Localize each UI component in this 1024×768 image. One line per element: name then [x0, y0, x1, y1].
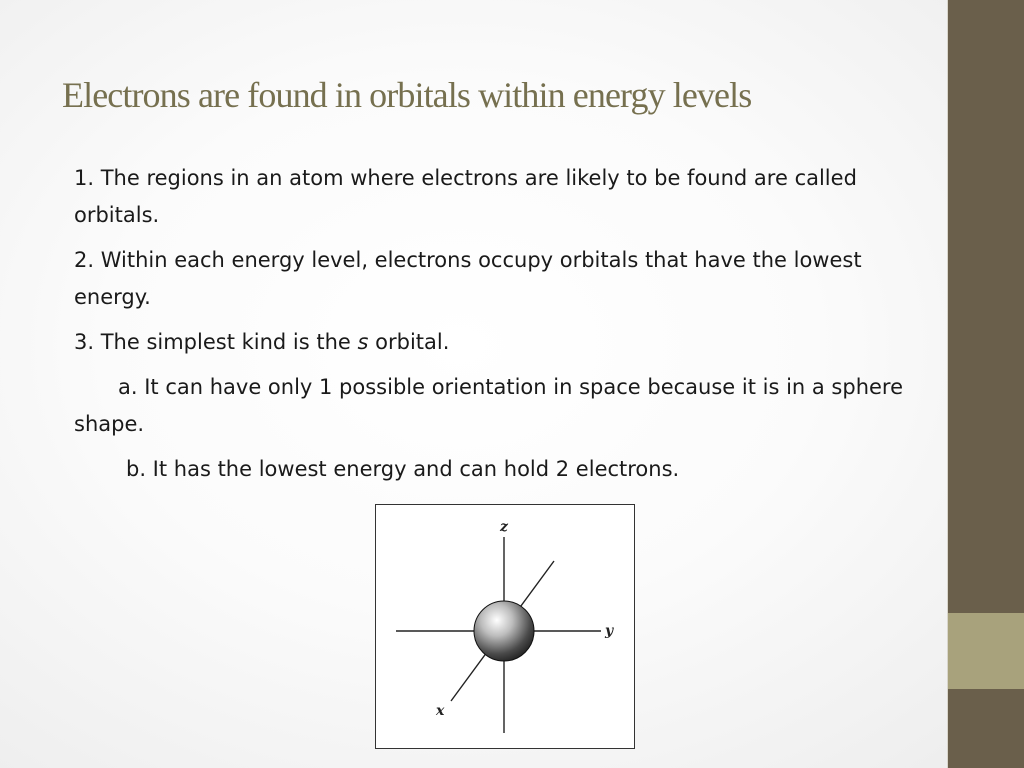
- point-3: [74, 324, 904, 361]
- point-3-italic: s: [357, 330, 369, 354]
- sidebar-divider: [947, 0, 948, 768]
- s-orbital-diagram: [376, 505, 634, 748]
- point-2: 2. Within each energy level, electrons occupy orbitals that have the lowest energy.: [74, 248, 862, 309]
- sidebar-accent-block: [947, 613, 1024, 689]
- s-orbital-sphere: [474, 601, 534, 661]
- slide-body: [74, 160, 904, 496]
- point-1: 1. The regions in an atom where electrons are likely to be found are called orbitals.: [74, 166, 857, 227]
- slide-title: Electrons are found in orbitals within energy levels: [62, 75, 752, 115]
- y-axis-label: y: [605, 623, 614, 639]
- z-axis-label: z: [500, 519, 508, 535]
- point-3-suffix: orbital.: [368, 330, 450, 354]
- s-orbital-figure: [375, 504, 635, 749]
- point-3-prefix: 3. The simplest kind is the: [74, 330, 358, 354]
- point-3b: b. It has the lowest energy and can hold 2 electrons.: [126, 457, 680, 481]
- point-3a: a. It can have only 1 possible orientation in space because it is in a sphere shape.: [74, 375, 904, 436]
- x-axis-label: x: [436, 703, 445, 719]
